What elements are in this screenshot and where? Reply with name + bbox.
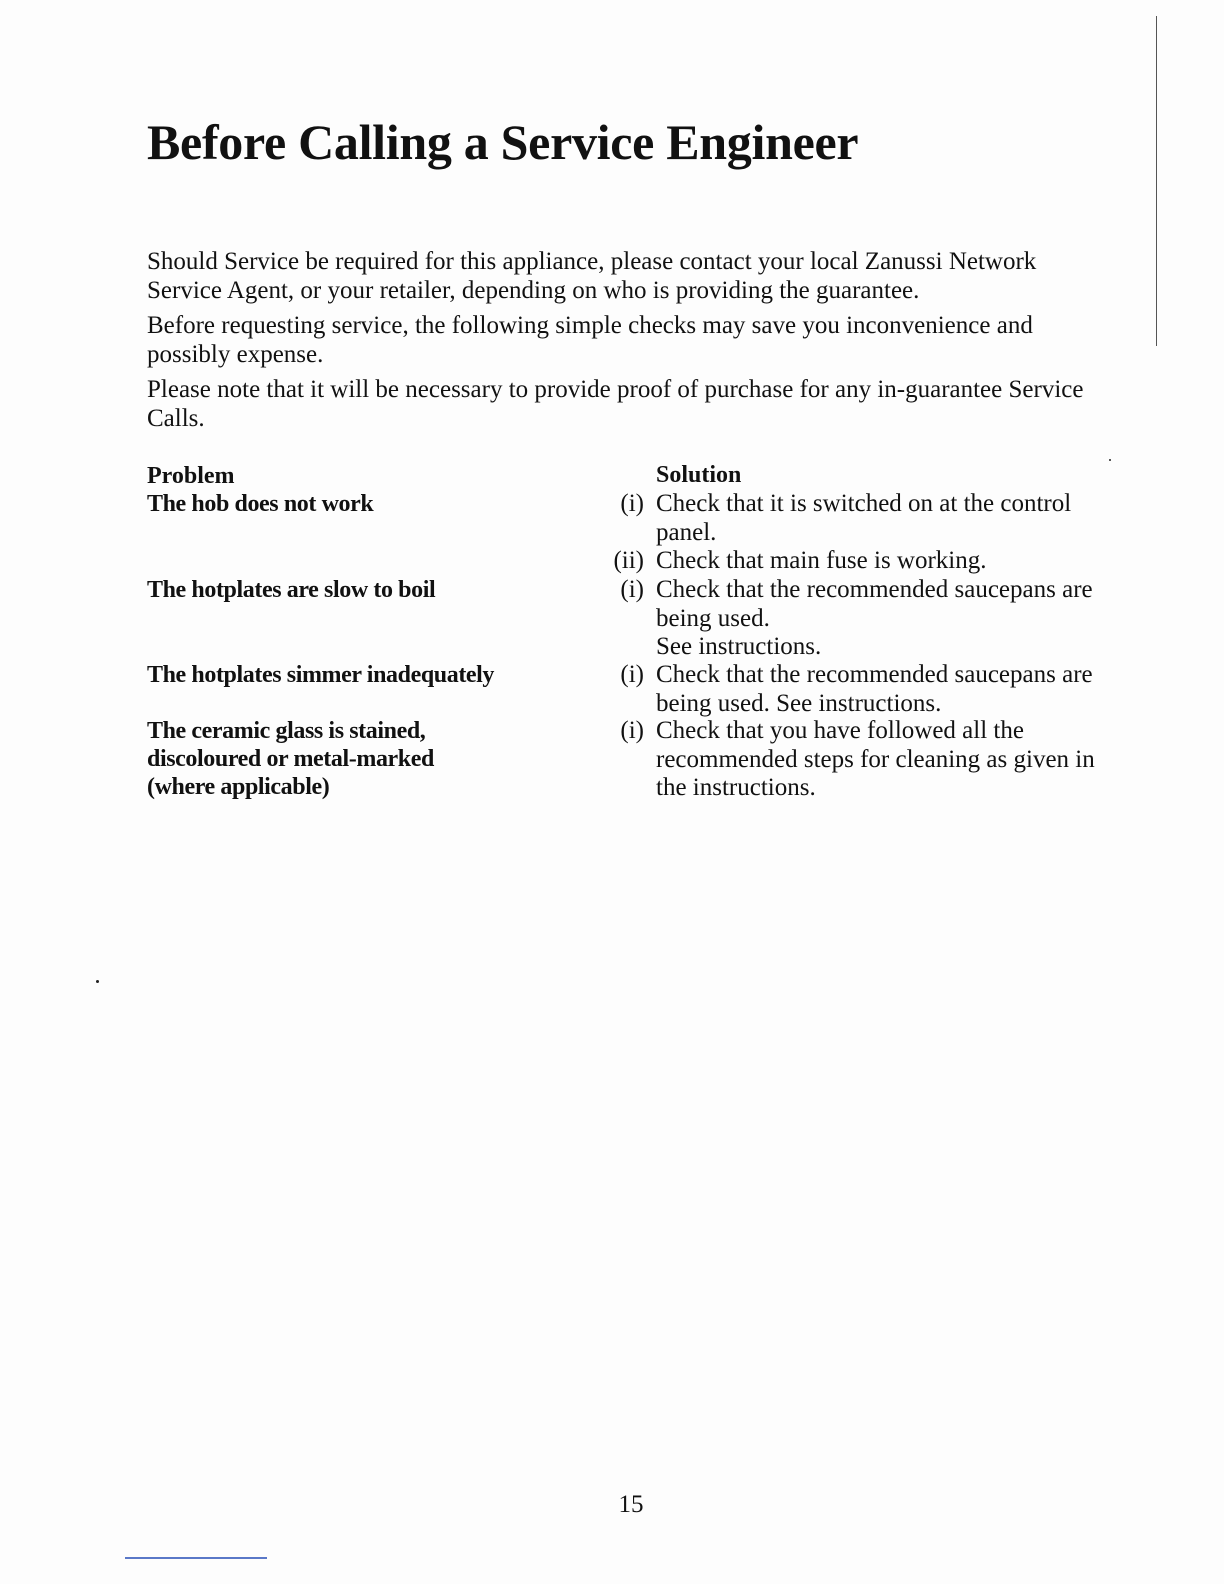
- solution-text: Check that it is switched on at the control panel.: [656, 490, 1072, 546]
- solution-item: [600, 661, 1110, 718]
- page-number: 15: [618, 1491, 644, 1518]
- problem-slow-to-boil: [147, 576, 435, 604]
- intro-paragraph: Please note that it will be necessary to provide proof of purchase for any in-guarantee Service Calls.: [147, 376, 1084, 432]
- problem-column-header: Problem: [147, 463, 235, 489]
- solution-number: (i): [620, 661, 644, 688]
- page-title: Before Calling a Service Engineer: [147, 114, 859, 170]
- solution-number: (i): [620, 576, 644, 603]
- scan-bottom-line: [125, 1557, 267, 1559]
- solution-number: (i): [620, 490, 644, 517]
- problem-ceramic-glass-stained: [147, 717, 434, 801]
- problem-text: The hob does not work: [147, 491, 374, 517]
- problem-text: (where applicable): [147, 774, 330, 800]
- intro-text: [147, 247, 1117, 439]
- intro-paragraph: Should Service be required for this appliance, please contact your local Zanussi Network Service Agent, or your retailer, depending on who is providing the guarantee.: [147, 248, 1037, 304]
- solution-column-header: Solution: [656, 462, 742, 488]
- scan-edge-line: [1156, 16, 1157, 346]
- solution-item: [600, 490, 1110, 547]
- scan-speck: [96, 980, 99, 983]
- problem-hob-not-working: [147, 490, 373, 518]
- problem-text: discoloured or metal-marked: [147, 746, 434, 772]
- problem-text: The ceramic glass is stained,: [147, 718, 426, 744]
- solution-number: (i): [620, 717, 644, 744]
- scan-speck: [1109, 459, 1111, 461]
- solution-item: [600, 547, 1110, 576]
- solution-number: (ii): [613, 547, 644, 574]
- intro-paragraph: Before requesting service, the following simple checks may save you inconvenience and possibly expense.: [147, 312, 1033, 368]
- problem-simmer-inadequate: [147, 661, 494, 689]
- solution-item: [600, 717, 1110, 803]
- solution-text: Check that the recommended saucepans are being used. See instructions.: [656, 661, 1093, 717]
- problem-text: The hotplates simmer inadequately: [147, 662, 495, 688]
- solution-text: Check that the recommended saucepans are being used. See instructions.: [656, 576, 1093, 660]
- solution-item: [600, 576, 1110, 662]
- problem-text: The hotplates are slow to boil: [147, 577, 436, 603]
- solution-text: Check that main fuse is working.: [656, 547, 987, 574]
- solution-text: Check that you have followed all the recommended steps for cleaning as given in the instructions.: [656, 717, 1095, 801]
